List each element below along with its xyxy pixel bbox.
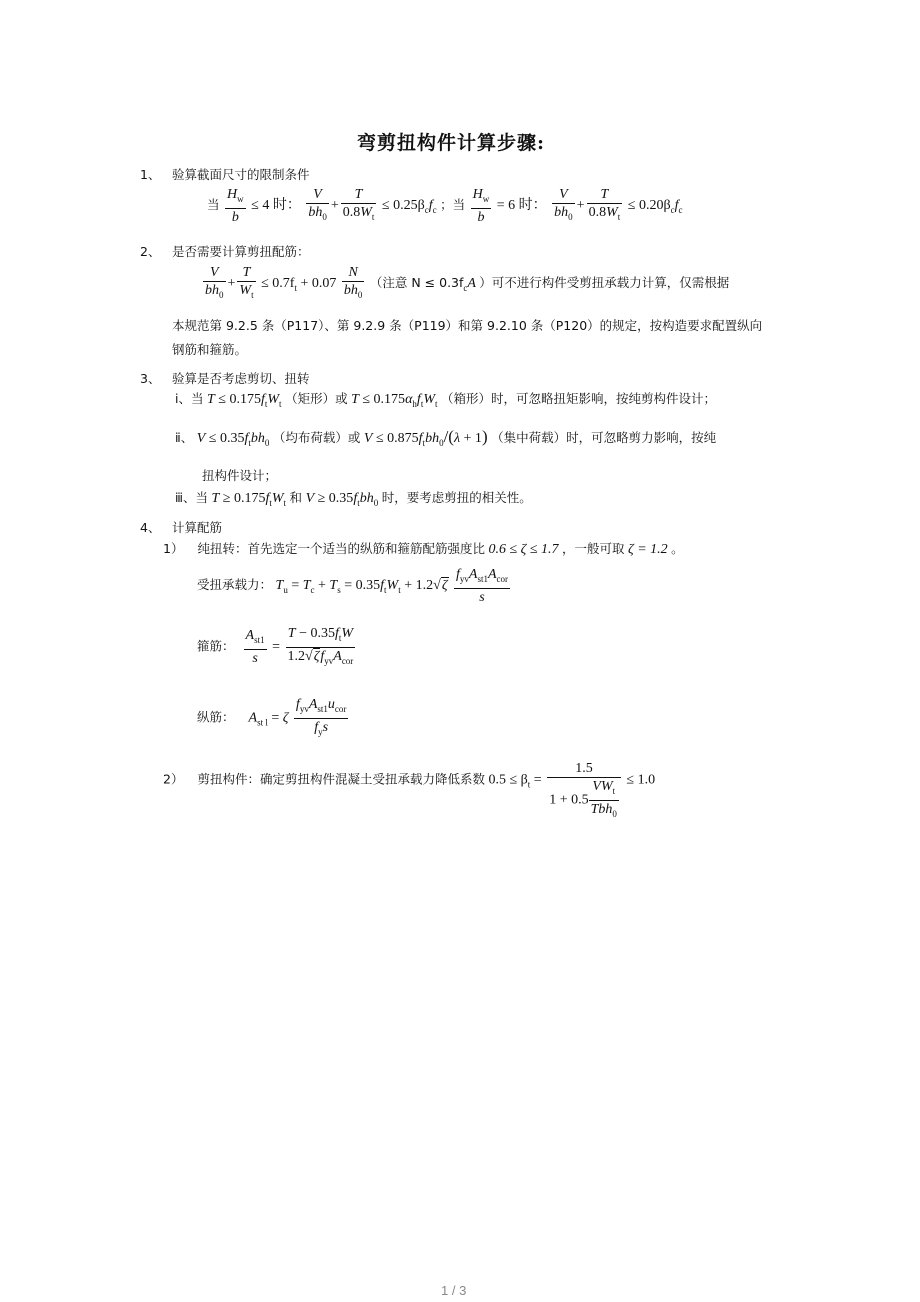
section-1-formula: 当 $\frac{H_w}{b}$ ≤ 4 时： $\frac{V}{bh_0}$ + $\frac{T}{0.8W_t}$ ≤ $0.25\beta_cf_c$ ；当 $\frac{H_w}{b}$ = 6 时： $\frac{V}{bh_0}$ + $\frac{T}{0.8W_t}$ ≤ $0.20\beta_cf_c$	[207, 187, 683, 225]
torsion-capacity-formula: 受扭承载力： $T_u = T_c + T_s = 0.35f_tW_t + 1.2√\zeta$ $\frac{f_{yv}A_{st1}A_{cor}}{s}$	[197, 567, 509, 605]
stirrup-formula: 箍筋： $\frac{A_{st1}}{s}$ = $\frac{T - 0.35f_tW}{1.2√\zeta f_{yv}A_{cor}}$	[197, 626, 354, 667]
longitudinal-formula: 纵筋： $A_{st l} = \zeta$ $\frac{f_{yv}A_{st1}u_{cor}}{f_ys}$	[197, 697, 347, 737]
page-title: 弯剪扭构件计算步骤:	[357, 132, 546, 154]
section-3-item-iii: ⅲ、当 $T \ge 0.175f_tW_t$ 和 $V \ge 0.35f_tbh_0$ 时，要考虑剪扭的相关性。	[175, 490, 532, 508]
section-2-number: 2、	[140, 244, 161, 259]
section-2-text-line3: 钢筋和箍筋。	[172, 342, 248, 357]
section-2-text-line2: 本规范第 9.2.5 条（P117）、第 9.2.9 条（P119）和第 9.2.10 条（P120）的规定，按构造要求配置纵向	[172, 318, 763, 333]
section-3-number: 3、	[140, 371, 161, 386]
section-3-item-ii-cont: 扭构件设计；	[202, 468, 278, 483]
section-3-item-ii: ⅱ、 $V \le 0.35f_tbh_0$ （均布荷载）或 $V \le 0.875f_tbh_0/(\lambda + 1)$ （集中荷载）时，可忽略剪力影响，按纯	[175, 427, 717, 448]
section-4-point-2: 2） 剪扭构件：确定剪扭构件混凝土受扭承载力降低系数 $0.5 \le \beta_t$ = 1.5 1 + 0.5 $\frac{VW_t}{Tbh_0}$ ≤ 1.0	[163, 761, 656, 819]
page-number: 1 / 3	[441, 1283, 467, 1298]
section-3-heading: 验算是否考虑剪切、扭转	[172, 371, 310, 386]
section-4-number: 4、	[140, 520, 161, 535]
section-4-point-1: 1） 纯扭转：首先选定一个适当的纵筋和箍筋配筋强度比 0.6 ≤ ζ ≤ 1.7 ，一般可取 ζ = 1.2 。	[163, 541, 684, 557]
section-2-formula: $\frac{V}{bh_0}$ + $\frac{T}{W_t}$ ≤ $0.7f_t + 0.07$ $\frac{N}{bh_0}$ （注意 $N \le 0.3f_cA$ ）可不进行构件受剪扭承载力计算，仅需根据	[205, 265, 730, 300]
section-4-heading: 计算配筋	[172, 520, 223, 535]
section-1-number: 1、	[140, 167, 161, 182]
section-2-heading: 是否需要计算剪扭配筋：	[172, 244, 310, 259]
section-1-heading: 验算截面尺寸的限制条件	[172, 167, 310, 182]
section-3-item-i: ⅰ、当 $T \le 0.175f_tW_t$ （矩形）或 $T \le 0.175\alpha_hf_tW_t$ （箱形）时，可忽略扭矩影响，按纯剪构件设计；	[175, 391, 717, 409]
